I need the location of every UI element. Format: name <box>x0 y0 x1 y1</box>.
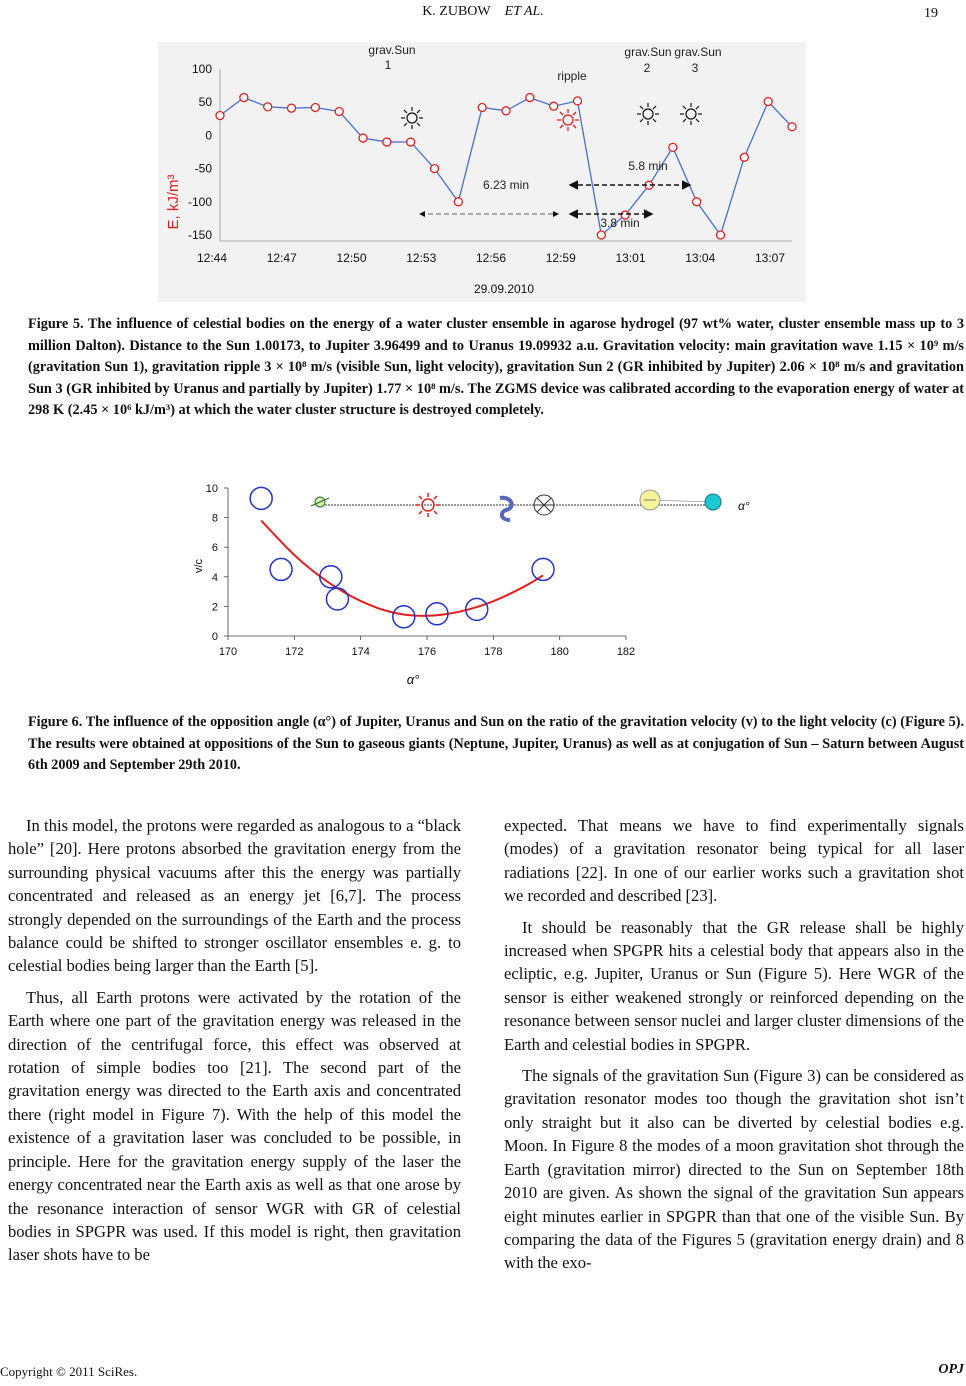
figure-6-chart <box>188 476 768 694</box>
data-point <box>597 231 605 239</box>
x-tick-label: 172 <box>285 646 304 658</box>
x-tick-label: 182 <box>616 646 636 658</box>
grav-sun-2-number: 2 <box>643 61 651 75</box>
data-point <box>250 487 272 509</box>
y-axis-title: v/c <box>193 558 205 574</box>
data-point <box>764 98 772 106</box>
interval-58-label: 5.8 min <box>628 159 668 173</box>
y-tick-label: -100 <box>187 194 212 209</box>
data-point <box>478 104 486 112</box>
y-tick-label: 0 <box>205 128 212 143</box>
x-tick-label: 12:50 <box>336 251 367 265</box>
angle-label: α° <box>738 499 750 513</box>
earth-rotation-icon <box>500 498 512 520</box>
running-title-authors: K. ZUBOW <box>422 4 491 19</box>
data-point <box>270 558 292 580</box>
y-tick-label: 10 <box>205 483 218 495</box>
grav-sun-3-number: 3 <box>691 61 699 75</box>
right-column <box>504 814 964 1283</box>
data-point <box>264 103 272 111</box>
uranus-icon <box>640 490 660 510</box>
grav-sun-3-label: grav.Sun <box>674 45 722 59</box>
grav-sun-1-number: 1 <box>384 58 392 72</box>
data-point <box>502 107 510 115</box>
data-point <box>526 94 534 102</box>
data-point <box>532 558 554 580</box>
y-tick-label: 0 <box>211 631 218 643</box>
figure-5 <box>158 42 806 302</box>
x-tick-label: 12:47 <box>266 251 297 265</box>
data-point <box>326 588 348 610</box>
paragraph: expected. That means we have to find experimentally signals (modes) of a gravitation resonator being typical for all laser radiations [22]. In one of our earlier works such a gravitation shot we recorded and described [23]. <box>504 816 964 906</box>
left-column <box>8 814 461 1275</box>
interval-623-label: 6.23 min <box>482 178 530 192</box>
x-tick-label: 13:04 <box>685 251 716 265</box>
data-point <box>335 107 343 115</box>
x-tick-label: 176 <box>417 646 437 658</box>
ripple-label: ripple <box>557 69 587 83</box>
y-tick-label: -150 <box>187 228 212 242</box>
y-tick-label: 2 <box>211 601 218 614</box>
running-title-etal: ET AL. <box>504 4 544 19</box>
data-point <box>550 102 558 110</box>
data-point <box>717 231 725 239</box>
grav-sun-1-label: grav.Sun <box>368 43 416 57</box>
x-tick-label: 12:44 <box>196 251 228 265</box>
x-tick-label: 180 <box>550 646 569 658</box>
running-header <box>0 4 966 20</box>
paragraph: Thus, all Earth protons were activated by the rotation of the Earth where one part of the gravitation energy was released in the direction of the centrifugal force, this effect was observed at rotation of simple bodies too [21]. The second part of the gravitation energy was directed to the Earth axis and concentrated there (right model in Figure 7). With the help of this model the existence of a gravitation laser was concluded to be possible, in principle. Here for the gravitation energy supply of the laser the energy concentrated near the Earth axis as well as that one arose by the resonance interaction of sensor WGR with GR of celestial bodies in SPGPR was used. If this model is right, then gravitation laser shots have to be <box>8 987 461 1265</box>
figure-5-chart <box>158 42 806 302</box>
data-point <box>393 606 415 628</box>
fit-curve <box>261 521 543 616</box>
y-axis-title: E, kJ/m³ <box>165 174 182 230</box>
jupiter-icon <box>534 495 554 515</box>
data-point <box>240 94 248 102</box>
y-tick-label: 100 <box>191 62 212 76</box>
data-point <box>454 198 462 206</box>
y-tick-label: 4 <box>211 571 218 584</box>
journal-name: OPJ <box>938 1362 964 1377</box>
data-point <box>788 123 796 131</box>
copyright: Copyright © 2011 SciRes. <box>0 1364 138 1379</box>
x-tick-label: 13:07 <box>754 251 786 265</box>
data-point <box>740 153 748 161</box>
figure-6-caption: Figure 6. The influence of the opposition angle (α°) of Jupiter, Uranus and Sun on the ratio of the gravitation velocity (v) to the light velocity (c) (Figure 5). The results were obtained at oppositions of the Sun to gaseous giants (Neptune, Jupiter, Uranus) as well as at conjugation of Sun – Saturn between August 6th 2009 and September 29th 2010. <box>28 714 964 773</box>
x-tick-label: 178 <box>484 646 503 658</box>
x-tick-label: 12:53 <box>406 251 437 265</box>
data-point <box>383 138 391 146</box>
x-axis-date: 29.09.2010 <box>473 282 535 296</box>
neptune-icon <box>705 494 721 510</box>
x-tick-label: 13:01 <box>615 251 646 265</box>
x-tick-label: 174 <box>351 646 370 658</box>
data-point <box>407 138 415 146</box>
interval-38-label: 3.8 min <box>600 216 640 230</box>
data-point <box>288 104 296 112</box>
x-axis-title: α° <box>406 672 420 687</box>
y-tick-label: 50 <box>198 95 212 110</box>
x-tick-label: 12:59 <box>545 251 576 265</box>
data-point <box>669 143 677 151</box>
data-point <box>574 97 582 105</box>
grav-sun-2-label: grav.Sun <box>624 45 672 59</box>
y-tick-label: 6 <box>211 542 218 555</box>
data-point <box>359 134 367 142</box>
paragraph: In this model, the protons were regarded as analogous to a “black hole” [20]. Here protons absorbed the gravitation energy from the surrounding physical vacuums after this the energy was partially concentrated and released as an energy jet [6,7]. The process strongly depended on the surroundings of the Earth and the process balance could be shifted to stronger oscillator ensembles e. g. to celestial bodies being larger than the Earth [5]. <box>8 816 461 976</box>
data-point <box>216 111 224 119</box>
y-tick-label: 8 <box>211 512 218 525</box>
x-tick-label: 170 <box>218 646 238 658</box>
data-point <box>311 104 319 112</box>
paragraph: It should be reasonably that the GR release shall be highly increased when SPGPR hits a celestial body that appears also in the ecliptic, e.g. Jupiter, Uranus or Sun (Figure 5). Here WGR of the sensor is either weakened strongly or reinforced depending on the resonance between sensor nuclei and larger cluster dimensions of the Earth and celestial bodies in SPGPR. <box>504 917 964 1054</box>
figure-6 <box>188 476 768 694</box>
figure-5-caption: Figure 5. The influence of celestial bodies on the energy of a water cluster ensemble in agarose hydrogel (97 wt% water, cluster ensemble mass up to 3 million Dalton). Distance to the Sun 1.00173, to Jupiter 3.96499 and to Uranus 19.09932 a.u. Gravitation velocity: main gravitation wave 1.15 × 10⁹ m/s (gravitation Sun 1), gravitation ripple 3 × 10⁸ m/s (visible Sun, light velocity), gravitation Sun 2 (GR inhibited by Jupiter) 2.06 × 10⁸ m/s and gravitation Sun 3 (GR inhibited by Uranus and partially by Jupiter) 1.77 × 10⁸ m/s. The ZGMS device was calibrated according to the evaporation energy of water at 298 K (2.45 × 10⁶ kJ/m³) at which the water cluster structure is destroyed completely. <box>28 316 964 418</box>
page-number: 19 <box>924 6 938 21</box>
data-point <box>693 198 701 206</box>
y-tick-label: -50 <box>194 161 212 176</box>
paragraph: The signals of the gravitation Sun (Figure 3) can be considered as gravitation resonator modes too though the gravitation shot isn’t only straight but it also can be diverted by celestial bodies e.g. Moon. In Figure 8 the modes of a moon gravitation shot through the Earth (gravitation mirror) directed to the Sun on September 18th 2010 are given. As shown the signal of the gravitation Sun appears eight minutes earlier in SPGPR than that one of the visible Sun. By comparing the data of the Figures 5 (gravitation energy drain) and 8 with the exo- <box>504 1066 964 1273</box>
x-tick-label: 12:56 <box>475 251 507 265</box>
data-point <box>431 165 439 173</box>
